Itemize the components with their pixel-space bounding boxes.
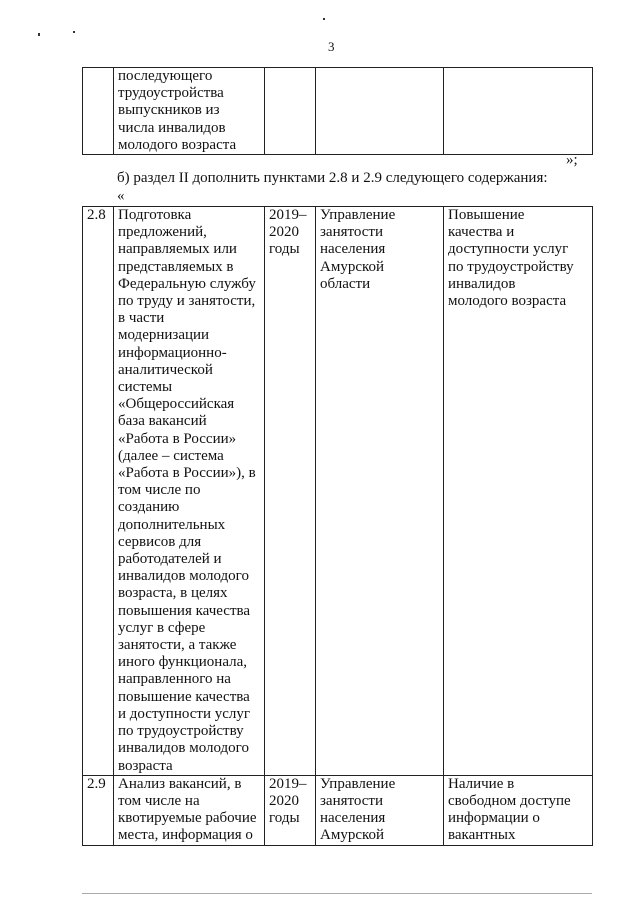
- table-row: [83, 68, 593, 155]
- cell-number: [83, 68, 114, 155]
- cell-period: [265, 68, 316, 155]
- cell-measure: Анализ вакансий, в том числе на квотируемые рабочие места, информация о: [114, 775, 265, 845]
- cell-measure: Подготовка предложений, направляемых или представляемых в Федеральную службу по труду и занятости, в части модернизации информационно- аналитической системы «Общероссийская база вакансий «Работа в России» (далее – система «Работа в России»), в том числе по созданию дополнительных сервисов для работодателей и инвалидов молодого возраста, в целях повышения качества услуг в сфере занятости, а также иного функционала, направленного на повышение качества и доступности услуг по трудоустройству инвалидов молодого возраста: [114, 207, 265, 776]
- page-number: 3: [328, 39, 335, 54]
- cell-result: [444, 68, 593, 155]
- cell-executor: Управление занятости населения Амурской: [316, 775, 444, 845]
- cell-number: 2.9: [83, 775, 114, 845]
- page-bottom-edge: [82, 893, 592, 894]
- scan-speck: [38, 33, 40, 36]
- cell-number: 2.8: [83, 207, 114, 776]
- opening-quote: «: [117, 188, 125, 204]
- cell-executor: Управление занятости населения Амурской области: [316, 207, 444, 776]
- cell-period: 2019– 2020 годы: [265, 775, 316, 845]
- section-amendment-text: б) раздел II дополнить пунктами 2.8 и 2.9 следующего содержания:: [117, 170, 548, 186]
- table-top-fragment: [82, 67, 593, 155]
- closing-quote: »;: [566, 152, 578, 168]
- cell-result: Наличие в свободном доступе информации о вакантных: [444, 775, 593, 845]
- cell-result: Повышение качества и доступности услуг по трудоустройству инвалидов молодого возраста: [444, 207, 593, 776]
- scan-speck: [73, 31, 75, 33]
- scan-speck: [323, 18, 325, 20]
- table-row: [83, 775, 593, 845]
- table-row: [83, 207, 593, 776]
- measures-table: [82, 206, 593, 846]
- cell-period: 2019– 2020 годы: [265, 207, 316, 776]
- cell-executor: [316, 68, 444, 155]
- cell-measure: последующего трудоустройства выпускников из числа инвалидов молодого возраста: [114, 68, 265, 155]
